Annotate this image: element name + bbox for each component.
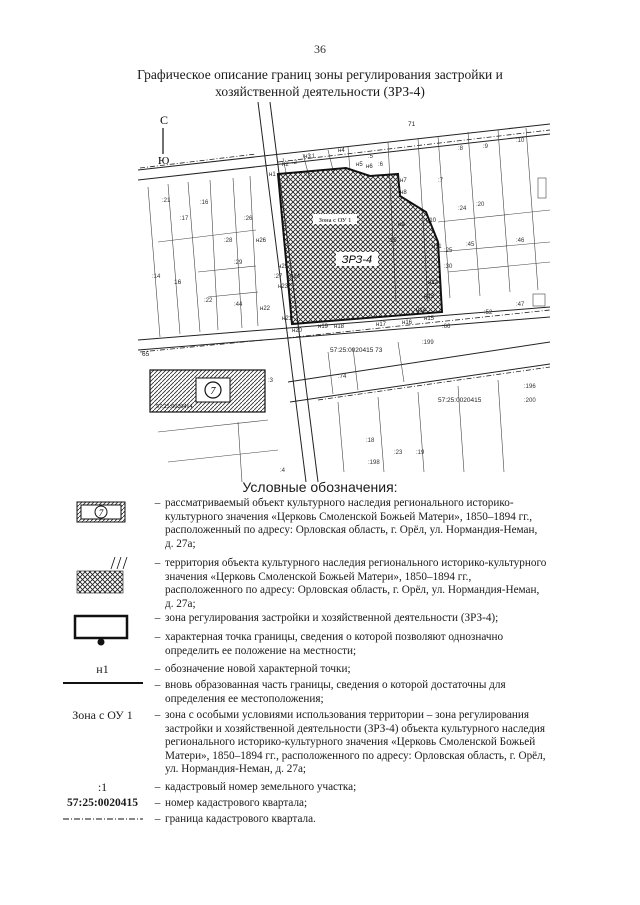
parcel-label: :66	[442, 324, 451, 330]
legend-text	[165, 612, 605, 626]
legend-line: ул. Нормандия-Неман, д. 27а;	[165, 763, 307, 775]
point-label: н17	[376, 322, 386, 328]
zone-callout: Зона с ОУ 1	[318, 217, 352, 224]
legend-heading: Условные обозначения:	[242, 479, 398, 495]
compass-north: С	[160, 113, 169, 127]
block-65-label: 65	[142, 351, 150, 358]
block-71-label: 71	[408, 121, 416, 128]
legend-line: кадастровый номер земельного участка;	[165, 781, 357, 793]
parcel-label: :4	[280, 468, 286, 474]
parcel-label: :16	[200, 200, 209, 206]
parcel-label: :74	[338, 374, 347, 380]
point-label: н26	[256, 238, 266, 244]
point-label: н20	[292, 328, 302, 334]
point-label: н19	[318, 324, 328, 330]
quarter-label-c: 57:25:0020415 73	[330, 347, 383, 354]
point-label: н6	[366, 164, 373, 170]
title-line-1: Графическое описание границ зоны регулирования застройки и	[137, 67, 503, 82]
quarter-number-symbol: 57:25:0020415	[67, 797, 138, 809]
point-label: н18	[334, 324, 344, 330]
parcel-label: :20	[476, 202, 485, 208]
parcel-label: :21	[162, 198, 171, 204]
legend-line: расположенного по адресу: Орловская область, г. Орёл, ул. Нормандия-Неман,	[165, 584, 540, 596]
parcel-label: :1	[310, 154, 316, 160]
legend-dash: –	[154, 557, 161, 569]
parcel-label: :27	[274, 274, 283, 280]
point-label: н16	[402, 320, 412, 326]
new-point-symbol: н1	[96, 662, 109, 676]
zone-symbol	[55, 612, 150, 646]
point-label: н10	[426, 218, 436, 224]
parcel-label: :26	[244, 216, 253, 222]
legend-line: расположенный по адресу: Орловская область, г. Орёл, ул. Нормандия-Неман,	[165, 524, 538, 536]
parcel-symbol: :1	[97, 780, 108, 794]
point-label: н5	[356, 162, 363, 168]
point-label: н7	[400, 178, 407, 184]
legend-dash: –	[154, 497, 161, 509]
special-zone-symbol: Зона с ОУ 1	[72, 708, 133, 722]
parcel-label: :3	[268, 378, 274, 384]
point-label: н11	[432, 244, 442, 250]
new-boundary-symbol	[55, 679, 150, 691]
parcel-label: :8	[458, 146, 464, 152]
parcel-label: :45	[466, 242, 475, 248]
quarter-boundary-symbol	[55, 813, 150, 825]
heritage-object-number: 7	[210, 386, 216, 397]
parcel-label: :52	[484, 310, 493, 316]
legend-dash: –	[154, 612, 161, 624]
parcel-label: :196	[524, 384, 536, 390]
legend-line: культурного значения «Церковь Смоленской Божьей Матери», 1850–1894 гг.,	[165, 510, 533, 523]
point-label: н23	[278, 284, 288, 290]
parcel-label: :200	[524, 398, 536, 404]
parcel-label: :198	[368, 460, 380, 466]
quarter-label-b: 57:25:0020414	[156, 404, 193, 410]
legend-line: д. 27а;	[165, 597, 196, 610]
parcel-label: :9	[483, 144, 489, 150]
point-label: н3	[304, 154, 311, 160]
parcel-label: :14	[152, 274, 161, 280]
parcel-label: :19	[416, 450, 425, 456]
parcel-label: :15	[388, 238, 397, 244]
compass-south: Ю	[158, 155, 170, 167]
legend-line: характерная точка границы, сведения о которой позволяют однозначно	[165, 631, 504, 643]
legend-line: застройки и хозяйственной деятельности (ЗРЗ-4) объекта культурного наследия	[165, 722, 546, 735]
legend-line: территория объекта культурного наследия регионального историко-культурного	[165, 557, 547, 569]
legend-line: вновь образованная часть границы, сведения о которой достаточны для	[165, 679, 506, 691]
legend-dash: –	[154, 631, 161, 643]
parcel-label: :28	[224, 238, 233, 244]
heritage-object-symbol	[55, 497, 150, 525]
parcel-label: :25	[444, 248, 453, 254]
point-label: н2	[282, 162, 289, 168]
legend-dash: –	[154, 709, 161, 721]
legend-line: определить ее положение на местности;	[165, 644, 357, 657]
point-label: н4	[338, 148, 345, 154]
point-label: н14	[416, 308, 426, 314]
point-label: н8	[400, 190, 407, 196]
legend-line: значения «Церковь Смоленской Божьей Матери», 1850–1894 гг.,	[165, 570, 472, 583]
parcel-label: :199	[422, 340, 434, 346]
parcel-label: :29	[234, 260, 243, 266]
point-label: н24	[290, 274, 300, 280]
legend-line: регионального историко-культурного значения «Церковь Смоленской Божьей	[165, 736, 536, 748]
heritage-territory-symbol	[55, 557, 150, 599]
parcel-label: :30	[444, 264, 453, 270]
point-label: н13	[424, 294, 434, 300]
legend-line: обозначение новой характерной точки;	[165, 663, 351, 675]
parcel-label: :17	[180, 216, 189, 222]
parcel-label: :24	[458, 206, 467, 212]
legend-dash: –	[154, 797, 161, 809]
legend-line: д. 27а;	[165, 537, 196, 550]
title-line-2: хозяйственной деятельности (ЗРЗ-4)	[215, 84, 425, 99]
parcel-label: :10	[516, 138, 525, 144]
cadastral-map	[138, 102, 550, 482]
parcel-label: :47	[516, 302, 525, 308]
parcel-label: :7	[438, 178, 444, 184]
legend-text	[165, 631, 605, 658]
legend-text	[165, 557, 605, 611]
parcel-label: :18	[366, 438, 375, 444]
legend-text	[165, 679, 605, 706]
point-label: н21	[282, 316, 292, 322]
legend-line: зона регулирования застройки и хозяйственной деятельности (ЗРЗ-4);	[165, 612, 499, 624]
zone-label: ЗРЗ-4	[341, 254, 373, 266]
legend-line: Матери», 1850–1894 гг., расположенного по адресу: Орловская область, г. Орёл,	[165, 749, 546, 762]
parcel-label: :5	[368, 154, 374, 160]
legend-text	[165, 663, 605, 677]
page-number: 36	[314, 42, 326, 56]
parcel-label: :44	[234, 302, 243, 308]
legend-line: зона с особыми условиями использования территории – зона регулирования	[165, 709, 530, 721]
legend-line: номер кадастрового квартала;	[165, 797, 308, 809]
point-label: н22	[260, 306, 270, 312]
legend-dash: –	[154, 781, 161, 793]
legend-line: рассматриваемый объект культурного наследия регионального историко-	[165, 497, 514, 509]
parcel-label: :46	[516, 238, 525, 244]
point-label: н9	[398, 222, 405, 228]
page-title	[120, 66, 520, 100]
block-16-label: 16	[174, 279, 182, 286]
point-label: н12	[428, 280, 438, 286]
legend-text	[165, 797, 605, 811]
legend-dash: –	[154, 663, 161, 675]
legend-line: определения ее местоположения;	[165, 692, 324, 705]
legend-dash: –	[154, 679, 161, 691]
legend-text	[165, 497, 605, 551]
point-label: н15	[424, 316, 434, 322]
point-label: н1	[269, 172, 276, 178]
legend-dash: –	[154, 813, 161, 825]
quarter-label-a: 57:25:0020415	[438, 397, 482, 404]
parcel-label: :22	[204, 298, 213, 304]
parcel-label: :6	[378, 162, 384, 168]
svg-text:7: 7	[98, 508, 104, 518]
legend-text	[165, 709, 605, 777]
point-label: н25	[278, 264, 288, 270]
legend-text	[165, 781, 605, 795]
parcel-label: :23	[394, 450, 403, 456]
parcel-label: :2	[292, 160, 298, 166]
legend-text	[165, 813, 605, 827]
legend-line: граница кадастрового квартала.	[165, 813, 316, 825]
